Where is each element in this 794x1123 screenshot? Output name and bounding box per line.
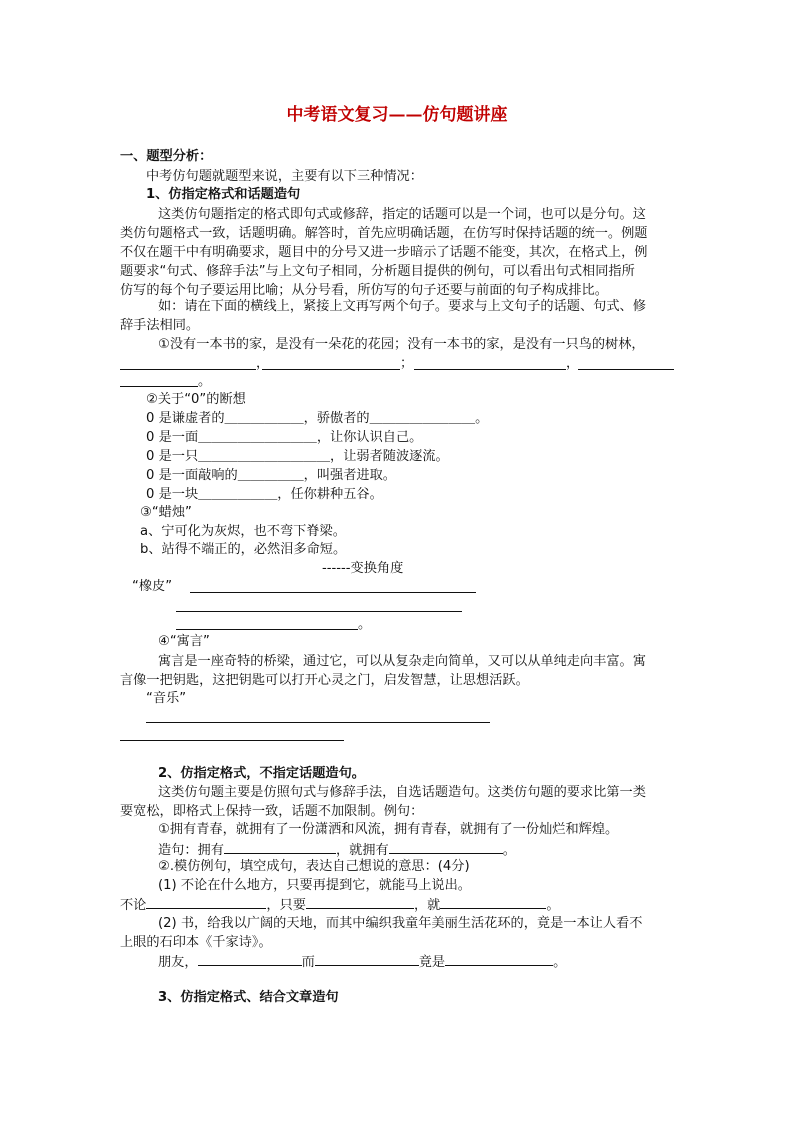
music-label: “音乐” <box>146 691 187 706</box>
separator: ； <box>400 356 414 371</box>
example-4-paragraph <box>120 652 676 690</box>
section-heading: 一、题型分析： <box>120 149 213 164</box>
fill-line <box>146 410 488 428</box>
blank-line[interactable] <box>578 369 674 370</box>
fill-text: 而 <box>301 955 315 970</box>
fill-text: ，只要 <box>266 898 306 913</box>
fill-text: 。 <box>553 955 567 970</box>
question-2-line: (2) 书，给我以广阔的天地，而其中编织我童年美丽生活花环的，竟是一本让人看不 <box>158 916 643 931</box>
paragraph-line: 题要求“句式、修辞手法”与上文句子相同，分析题目提供的例句，可以看出句式相同指所 <box>120 264 635 279</box>
exercise-2-title: ②.模仿例句，填空成句，表达自己想说的意思：(4分) <box>158 859 470 874</box>
paragraph-line: 要宽松，即格式上保持一致，话题不加限制。例句： <box>120 804 424 819</box>
make-text: 。 <box>502 843 516 858</box>
paragraph-line: 类仿句题格式一致，话题明确。解答时，首先应明确话题，在仿写时保持话题的统一。例题 <box>120 226 648 241</box>
example-1-text: ①没有一本书的家，是没有一朵花的花园；没有一本书的家，是没有一只鸟的树林， <box>158 337 645 352</box>
subsection-2-paragraph <box>120 783 676 821</box>
fill-text: ，任你耕种五谷。 <box>277 487 383 502</box>
fill-text: 0 是谦虚者的 <box>146 411 225 426</box>
fill-line <box>146 467 396 485</box>
separator: ， <box>566 356 580 371</box>
example-3-note: ------变换角度 <box>322 561 404 576</box>
blank-line[interactable] <box>445 952 553 966</box>
blank-line[interactable] <box>440 895 546 909</box>
fill-text: ，就 <box>413 898 441 913</box>
paragraph-line: 这类仿句题主要是仿照句式与修辞手法，自选话题造句。这类仿句题的要求比第一类 <box>158 785 646 800</box>
fill-text: 0 是一只 <box>146 449 199 464</box>
paragraph-line: 不仅在题干中有明确要求，题目中的分号又进一步暗示了话题不能变，其次，在格式上，例 <box>120 245 648 260</box>
question-2 <box>120 914 676 952</box>
subsection-1-paragraph <box>120 205 676 300</box>
fill-blank[interactable]: ＿＿＿＿＿＿＿＿＿＿ <box>198 449 331 464</box>
subsection-3-heading: 3、仿指定格式、结合文章造句 <box>158 990 339 1005</box>
subsection-1-heading: 1、仿指定格式和话题造句 <box>146 187 301 202</box>
fill-text: 朋友， <box>158 955 198 970</box>
blank-line[interactable] <box>414 369 566 370</box>
fill-text: ，让弱者随波逐流。 <box>330 449 449 464</box>
blank-line[interactable] <box>120 740 344 741</box>
blank-line[interactable] <box>262 369 400 370</box>
blank-line[interactable] <box>389 840 503 854</box>
eraser-label: “橡皮” <box>132 579 173 594</box>
fill-text: 0 是一面敲响的 <box>146 468 238 483</box>
fill-line <box>146 486 383 504</box>
fill-blank[interactable]: ＿＿＿＿＿ <box>237 468 304 483</box>
fill-text: 竟是 <box>418 955 446 970</box>
question-1-fill <box>120 895 560 915</box>
subsection-2-heading: 2、仿指定格式，不指定话题造句。 <box>158 766 365 781</box>
example-intro-line: 辞手法相同。 <box>120 318 200 333</box>
question-2-line: 上眼的石印本《千家诗》。 <box>120 935 272 950</box>
example-intro <box>120 297 676 335</box>
fill-text: ，骄傲者的 <box>303 411 370 426</box>
blank-line[interactable] <box>190 592 476 593</box>
blank-line[interactable] <box>120 369 256 370</box>
blank-line[interactable] <box>315 952 419 966</box>
fill-text: 不论 <box>120 898 147 913</box>
fill-text: 。 <box>475 411 489 426</box>
blank-line[interactable] <box>176 611 462 612</box>
blank-line[interactable] <box>224 840 336 854</box>
example-sentence: ①拥有青春，就拥有了一份潇洒和风流，拥有青春，就拥有了一份灿烂和辉煌。 <box>158 822 619 837</box>
page-title: 中考语文复习——仿句题讲座 <box>286 105 508 125</box>
paragraph-line: 仿写的每个句子要运用比喻；从分号看，所仿写的句子还要与前面的句子构成排比。 <box>120 283 608 298</box>
example-intro-line: 如：请在下面的横线上，紧接上文再写两个句子。要求与上文句子的话题、句式、修 <box>158 299 646 314</box>
blank-line[interactable] <box>146 722 490 723</box>
intro-text: 中考仿句题就题型来说，主要有以下三种情况： <box>146 169 423 184</box>
example-3-title: ③“蜡烛” <box>140 505 192 520</box>
question-1: (1) 不论在什么地方，只要再提到它，就能马上说出。 <box>158 878 471 893</box>
example-2-title: ②关于“0”的断想 <box>146 392 246 407</box>
blank-line[interactable] <box>146 895 266 909</box>
blank-line[interactable] <box>306 895 414 909</box>
fill-text: 。 <box>546 898 560 913</box>
fill-text: ，叫强者进取。 <box>303 468 396 483</box>
paragraph-line: 这类仿句题指定的格式即句式或修辞，指定的话题可以是一个词，也可以是分句。这 <box>158 207 646 222</box>
make-text: 造句：拥有 <box>158 843 224 858</box>
example-4-title: ④“寓言” <box>158 634 210 649</box>
fill-text: 0 是一块 <box>146 487 199 502</box>
paragraph-line: 言像一把钥匙，这把钥匙可以打开心灵之门，启发智慧，让思想活跃。 <box>120 673 529 688</box>
period: 。 <box>358 617 372 632</box>
question-2-fill <box>158 952 566 972</box>
example-3-b: b、站得不端正的，必然泪多命短。 <box>140 542 347 557</box>
make-text: ，就拥有 <box>335 843 389 858</box>
fill-line <box>146 429 422 447</box>
paragraph-line: 寓言是一座奇特的桥梁，通过它，可以从复杂走向简单，又可以从单纯走向丰富。寓 <box>158 654 646 669</box>
blank-line[interactable] <box>198 952 302 966</box>
fill-blank[interactable]: ＿＿＿＿＿＿＿＿ <box>369 411 476 426</box>
separator: ， <box>256 356 270 371</box>
fill-blank[interactable]: ＿＿＿＿＿＿＿＿＿ <box>198 430 317 445</box>
fill-line <box>146 448 449 466</box>
example-3-a: a、宁可化为灰烬，也不弯下脊梁。 <box>140 524 346 539</box>
fill-blank[interactable]: ＿＿＿＿＿＿ <box>224 411 304 426</box>
fill-text: ，让你认识自己。 <box>316 430 423 445</box>
blank-line[interactable] <box>120 386 198 387</box>
blank-line[interactable] <box>176 629 358 630</box>
period: 。 <box>198 374 212 389</box>
fill-blank[interactable]: ＿＿＿＿＿＿ <box>198 487 278 502</box>
make-sentence-line <box>158 840 516 860</box>
fill-text: 0 是一面 <box>146 430 199 445</box>
